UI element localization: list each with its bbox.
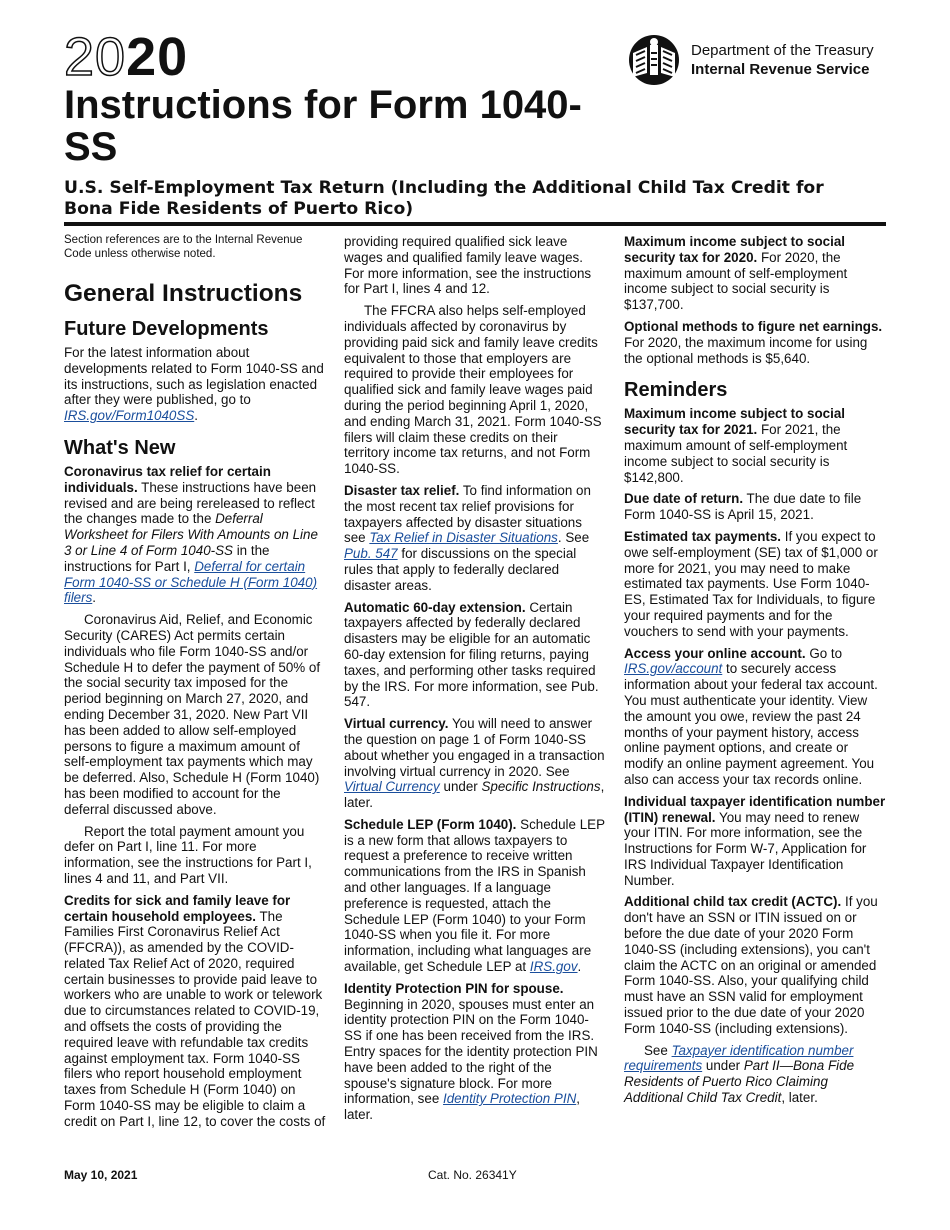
credits-title: Credits for sick and family leave for certain household employees. [64,892,291,924]
future-developments-paragraph [64,345,326,424]
ffcra-paragraph: The FFCRA also helps self-employed individuals affected by coronavirus by providing paid sick and family leave credits equivalent to those that employers are required to provide their employees for qualified sick and family leave wages paid during the period beginning April 1, 2020, and ending March 31, 2021. Form 1040-SS filers will claim these credits on their territory income tax returns, and not Form 1040-SS. [344,303,602,477]
general-instructions-heading: General Instructions [64,280,303,307]
see-text: See [644,1042,668,1058]
estimated-tax-text: If you expect to owe self-employment (SE) tax of $1,000 or more for 2021, you may need to make estimated tax payments. Use Form 1040-ES, Estimated Tax for Individuals, to figure your required payments and for the vouchers to send with your payments. [624,528,878,639]
optional-methods-title: Optional methods to figure net earnings. [624,318,883,334]
online-account-text-2: to securely access information about your federal tax account. You must authenticate your identity. View the amount you owe, review the past 24 months of your payment history, access online payment options, and create or modify an online payment agreement. You also can access your tax records online. [624,661,878,787]
max-income-2020-paragraph [624,234,886,313]
itin-paragraph [624,794,886,889]
optional-methods-text: For 2020, the maximum income for using the optional methods is $5,640. [624,334,868,366]
covid-text-2: in the instructions for Part I, [64,542,270,574]
virtual-text: You will need to answer the question on page 1 of Form 1040-SS about whether you engaged in a transaction involving virtual currency in 2020. See [344,716,605,779]
schedule-lep-paragraph [344,817,606,975]
column-1 [64,234,326,1136]
form-subtitle: U.S. Self-Employment Tax Return (Including the Additional Child Tax Credit for Bona Fide Residents of Puerto Rico) [64,178,824,219]
footer-catalog-number: Cat. No. 26341Y [428,1168,517,1182]
virtual-text-2: under [443,779,478,795]
period: . [577,959,582,975]
max-income-2021-title: Maximum income subject to social security tax for 2021. [624,406,846,438]
virtual-currency-paragraph [344,716,606,811]
credits-continued: providing required qualified sick leave wages and qualified family leave wages. For more information, see the instructions for Part I, lines 4 and 12. [344,234,592,297]
specific-instructions-ref: Specific Instructions [481,779,601,795]
covid-relief-title: Coronavirus tax relief for certain individuals. [64,463,271,495]
period: . [92,590,97,606]
reminders-heading: Reminders [624,379,728,402]
page-title: Instructions for Form 1040-SS [64,83,582,169]
deferral-worksheet-title: Deferral Worksheet for Filers With Amounts on Line 3 or Line 4 of Form 1040-SS [64,511,318,558]
schedule-lep-title: Schedule LEP (Form 1040). [344,816,517,832]
ippin-text: Beginning in 2020, spouses must enter an identity protection PIN on the Form 1040-SS if one has been received from the IRS. Entry spaces for the identity protection PIN have been added to the right of the spouse's signature block. For more information, see [344,996,598,1107]
online-account-paragraph [624,646,886,788]
irs-form1040ss-link[interactable]: IRS.gov/Form1040SS [64,408,195,424]
agency-irs: Internal Revenue Service [691,61,870,78]
disaster-text: To find information on the most recent tax relief provisions for taxpayers affected by disaster situations see [344,482,591,546]
online-account-title: Access your online account. [624,645,806,661]
due-date-text: The due date to file Form 1040-SS is April 15, 2021. [624,491,862,523]
ippin-paragraph [344,981,606,1123]
future-developments-heading: Future Developments [64,318,269,340]
see-text-3: , later. [781,1090,818,1106]
section-references: Section references are to the Internal Revenue Code unless otherwise noted. [64,234,303,260]
max-income-2020-text: For 2020, the maximum amount of self-employment income subject to social security is $137,700. [624,249,848,313]
see-paragraph [624,1043,886,1106]
disaster-title: Disaster tax relief. [344,482,460,498]
covid-relief-paragraph [64,464,326,606]
max-income-2020-title: Maximum income subject to social security tax for 2020. [624,234,846,265]
year-bold: 20 [126,27,189,87]
credits-text: The Families First Coronavirus Relief Act (FFCRA)), as amended by the COVID-related Tax Relief Act of 2020, required certain businesses to provide paid leave to workers who are unable to work or telework due to circumstances related to COVID-19, and offsets the costs of providing the required leave with refundable tax credits against employment tax. Form 1040-SS filers who report household employment taxes from Schedule H (Form 1040) on Form 1040-SS may be eligible to claim a credit on Part I, line 12, to cover the costs of [64,908,326,1129]
credits-paragraph [64,893,326,1130]
ippin-text-2: , later. [344,1091,580,1123]
actc-title: Additional child tax credit (ACTC). [624,894,842,910]
cares-act-paragraph: Coronavirus Aid, Relief, and Economic Security (CARES) Act permits certain individuals who file Form 1040-SS and/or Schedule H to defer the payment of 50% of the social security tax imposed for the period beginning on March 27, 2020, and ending December 31, 2020. New Part VII has been added to allow self-employed persons to figure a maximum amount of self-employment tax payments which may be deferred. Also, Schedule H (Form 1040) has been modified to account for the deferral discussed above. [64,612,321,817]
form-year [64,27,189,87]
due-date-paragraph [624,491,886,523]
footer-date: May 10, 2021 [64,1168,138,1182]
tin-requirements-link[interactable]: Taxpayer identification number requirements [624,1042,854,1074]
extension-title: Automatic 60-day extension. [344,599,526,615]
irs-eagle-logo-icon [623,33,685,87]
disaster-text-3: for discussions on the special rules that apply to federally declared disaster areas. [344,546,577,593]
irs-account-link[interactable]: IRS.gov/account [624,661,723,677]
header-rule [64,222,886,226]
pub-547-link[interactable]: Pub. 547 [344,546,398,562]
itin-title: Individual taxpayer identification number (ITIN) renewal. [624,793,886,825]
whats-new-heading: What's New [64,436,176,459]
report-paragraph: Report the total payment amount you defer on Part I, line 11. For more information, see the instructions for Part I, lines 4 and 11, and Part VII. [64,823,312,886]
max-income-2021-paragraph [624,406,886,485]
due-date-title: Due date of return. [624,491,744,507]
part-ii-ref: Part II—Bona Fide Residents of Puerto Rico Claiming Additional Child Tax Credit [624,1058,855,1106]
lep-text: Schedule LEP is a new form that allows taxpayers to request a preference to receive written communications from the IRS in Spanish and other languages. If a language preference is requested, attach the Schedule LEP (Form 1040) to your Form 1040-SS when you file it. For more information, including what languages are available, get Schedule LEP at [344,816,605,975]
year-outline: 20 [64,27,127,87]
estimated-tax-title: Estimated tax payments. [624,528,782,544]
agency-department: Department of the Treasury [691,42,874,59]
extension-paragraph [344,600,606,711]
actc-paragraph [624,894,886,1036]
deferral-link[interactable]: Deferral for certain Form 1040-SS or Schedule H (Form 1040) filers [64,558,318,606]
disaster-text-2: . See [557,530,590,546]
virtual-currency-link[interactable]: Virtual Currency [344,779,440,795]
disaster-paragraph [344,483,606,594]
estimated-tax-paragraph [624,529,886,640]
optional-methods-paragraph [624,319,886,366]
max-income-2021-text: For 2021, the maximum amount of self-employment income subject to social security is $142,800. [624,422,848,485]
agency-block [623,33,874,87]
see-text-2: under [705,1058,741,1074]
column-2 [344,234,606,1129]
period: . [194,408,198,424]
future-text: For the latest information about developments related to Form 1040-SS and its instructions, such as legislation enacted after they were published, go to [64,345,324,408]
virtual-currency-title: Virtual currency. [344,716,449,732]
column-3 [624,234,886,1112]
tax-relief-disaster-link[interactable]: Tax Relief in Disaster Situations [369,530,558,546]
ippin-title: Identity Protection PIN for spouse. [344,980,564,996]
irs-gov-link[interactable]: IRS.gov [529,959,578,975]
itin-text: You may need to renew your ITIN. For more information, see the Instructions for Form W-7, Application for IRS Individual Taxpayer Identification Number. [624,809,867,888]
online-account-text: Go to [809,645,843,661]
covid-text: These instructions have been revised and are being rereleased to reflect the changes made to the [64,479,317,527]
virtual-text-3: , later. [344,779,605,811]
extension-text: Certain taxpayers affected by federally declared disasters may be eligible for an automatic 60-day extension for filing returns, paying taxes, and performing other tasks required by the IRS. For more information, see Pub. 547. [344,599,599,710]
actc-text: If you don't have an SSN or ITIN issued on or before the due date of your 2020 Form 1040-SS (including extensions), you can't claim the ACTC on an original or amended Form 1040-SS. Also, your qualifying child must have an SSN valid for employment issued prior to the due date of your 2020 Form 1040-SS (including extensions). [624,894,878,1036]
identity-protection-pin-link[interactable]: Identity Protection PIN [443,1091,577,1107]
